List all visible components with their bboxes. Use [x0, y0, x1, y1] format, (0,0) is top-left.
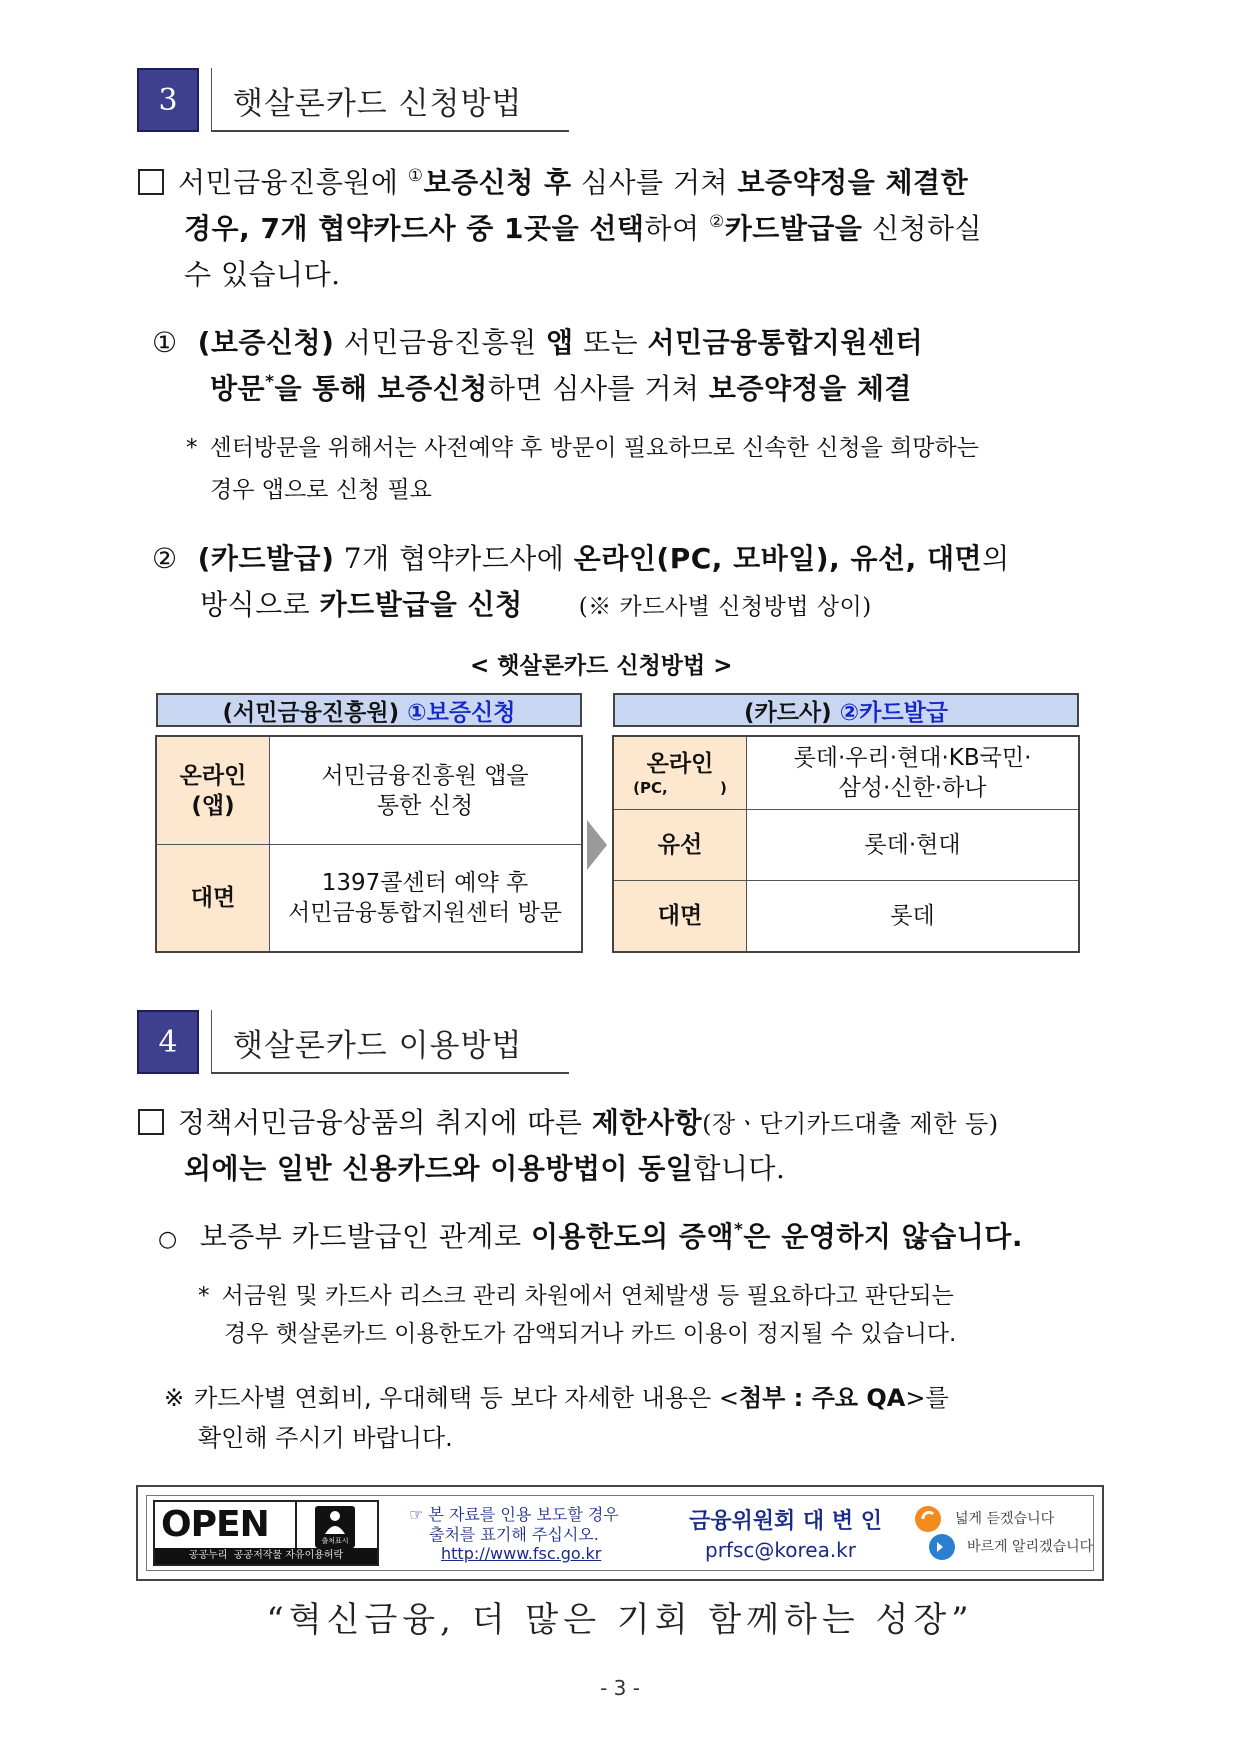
right-table [612, 735, 1080, 953]
attribution-badge [315, 1506, 355, 1548]
table-row-label: 대면 [157, 845, 269, 951]
checkbox-bullet-icon [138, 1109, 164, 1135]
step1-note-line-1: * 센터방문을 위해서는 사전예약 후 방문이 필요하므로 신속한 신청을 희망하는 [186, 435, 979, 461]
section-number: 4 [137, 1010, 199, 1074]
usage-note-line-2: 경우 햇살론카드 이용한도가 감액되거나 카드 이용이 정지될 수 있습니다. [224, 1321, 957, 1347]
table-cell: 롯데·현대 [864, 832, 961, 858]
citation-line-1: ☞ 본 자료를 인용 보도할 경우 [409, 1505, 619, 1524]
spokesman-title: 금융위원회 대 변 인 [689, 1509, 882, 1534]
divider [211, 1010, 212, 1074]
table-row-label: 유선 [614, 810, 746, 880]
divider [157, 844, 581, 845]
left-table-header: (서민금융진흥원) ①보증신청 [156, 693, 582, 727]
badge-label: 출처표시 [321, 1537, 349, 1545]
speaker-icon [927, 1532, 961, 1562]
section-title: 햇살론카드 신청방법 [233, 86, 523, 122]
divider [211, 68, 212, 132]
open-logo: OPEN [161, 1504, 269, 1545]
step1-note-line-2: 경우 앱으로 신청 필요 [210, 477, 432, 503]
table-caption: < 햇살론카드 신청방법 > [470, 653, 733, 679]
usage-line-1: 정책서민금융상품의 취지에 따른 제한사항(장ㆍ단기카드대출 제한 등) [138, 1100, 999, 1147]
citation-line-2: 출처를 표기해 주십시오. [429, 1525, 599, 1544]
section-number: 3 [137, 68, 199, 132]
spokesman-email[interactable]: prfsc@korea.kr [705, 1538, 856, 1562]
usage-note-line-1: * 서금원 및 카드사 리스크 관리 차원에서 연체발생 등 필요하다고 판단되는 [198, 1283, 954, 1309]
section-3-header [137, 68, 569, 132]
left-table [155, 735, 583, 953]
table-cell: 롯데·우리·현대·KB국민· 삼성·신한·하나 [793, 745, 1032, 801]
step2-line-2: 방식으로 카드발급을 신청 (※ 카드사별 신청방법 상이) [200, 588, 872, 621]
table-cell: 롯데 [890, 903, 935, 929]
intro-line-3: 수 있습니다. [184, 258, 341, 291]
footer-box [136, 1485, 1104, 1581]
divider [211, 1072, 569, 1074]
slogan-line-2: 바르게 알리겠습니다 [967, 1539, 1094, 1555]
step1-line-1: ① (보증신청) 서민금융진흥원 앱 또는 서민금융통합지원센터 [152, 326, 923, 359]
motto: “혁신금융, 더 많은 기회 함께하는 성장” [266, 1600, 974, 1640]
checkbox-bullet-icon [138, 169, 164, 195]
divider [614, 880, 1078, 881]
license-caption: 공공누리 공공저작물 자유이용허락 [155, 1548, 377, 1564]
section-4-header [137, 1010, 569, 1074]
fsc-link[interactable]: http://www.fsc.go.kr [441, 1544, 602, 1563]
usage-bullet: ○ 보증부 카드발급인 관계로 이용한도의 증액*은 운영하지 않습니다. [158, 1220, 1023, 1253]
slogan-line-1: 넓게 듣겠습니다 [955, 1511, 1055, 1527]
intro-line-2: 경우, 7개 협약카드사 중 1곳을 선택하여 ②카드발급을 신청하실 [184, 212, 983, 245]
divider [295, 1502, 297, 1550]
page-number: - 3 - [600, 1676, 640, 1700]
listen-icon [913, 1504, 947, 1534]
reference-line-1: ※ 카드사별 연회비, 우대혜택 등 보다 자세한 내용은 <첨부 : 주요 QA>를 [164, 1384, 949, 1412]
reference-line-2: 확인해 주시기 바랍니다. [198, 1424, 453, 1452]
table-cell: 서민금융진흥원 앱을 통한 신청 [321, 762, 529, 819]
table-row-label: 대면 [614, 881, 746, 951]
table-row-label: 온라인 (PC, ) [614, 737, 746, 809]
divider [269, 737, 270, 951]
divider [614, 809, 1078, 810]
usage-line-2: 외에는 일반 신용카드와 이용방법이 동일합니다. [184, 1152, 786, 1185]
intro-line-1: 서민금융진흥원에 ①보증신청 후 심사를 거쳐 보증약정을 체결한 [138, 160, 968, 206]
kogl-license [153, 1500, 379, 1566]
person-icon [315, 1508, 355, 1536]
step2-line-1: ② (카드발급) 7개 협약카드사에 온라인(PC, 모바일), 유선, 대면의 [152, 542, 1010, 575]
divider [746, 737, 747, 951]
table-cell: 1397콜센터 예약 후 서민금융통합지원센터 방문 [288, 870, 562, 926]
arrow-right-icon [585, 818, 609, 872]
table-row-label: 온라인 (앱) [157, 737, 269, 844]
footer-inner [146, 1495, 1094, 1571]
divider [211, 130, 569, 132]
section-title: 햇살론카드 이용방법 [233, 1028, 523, 1064]
right-table-header: (카드사) ②카드발급 [613, 693, 1079, 727]
step1-line-2: 방문*을 통해 보증신청하면 심사를 거쳐 보증약정을 체결 [210, 372, 912, 405]
